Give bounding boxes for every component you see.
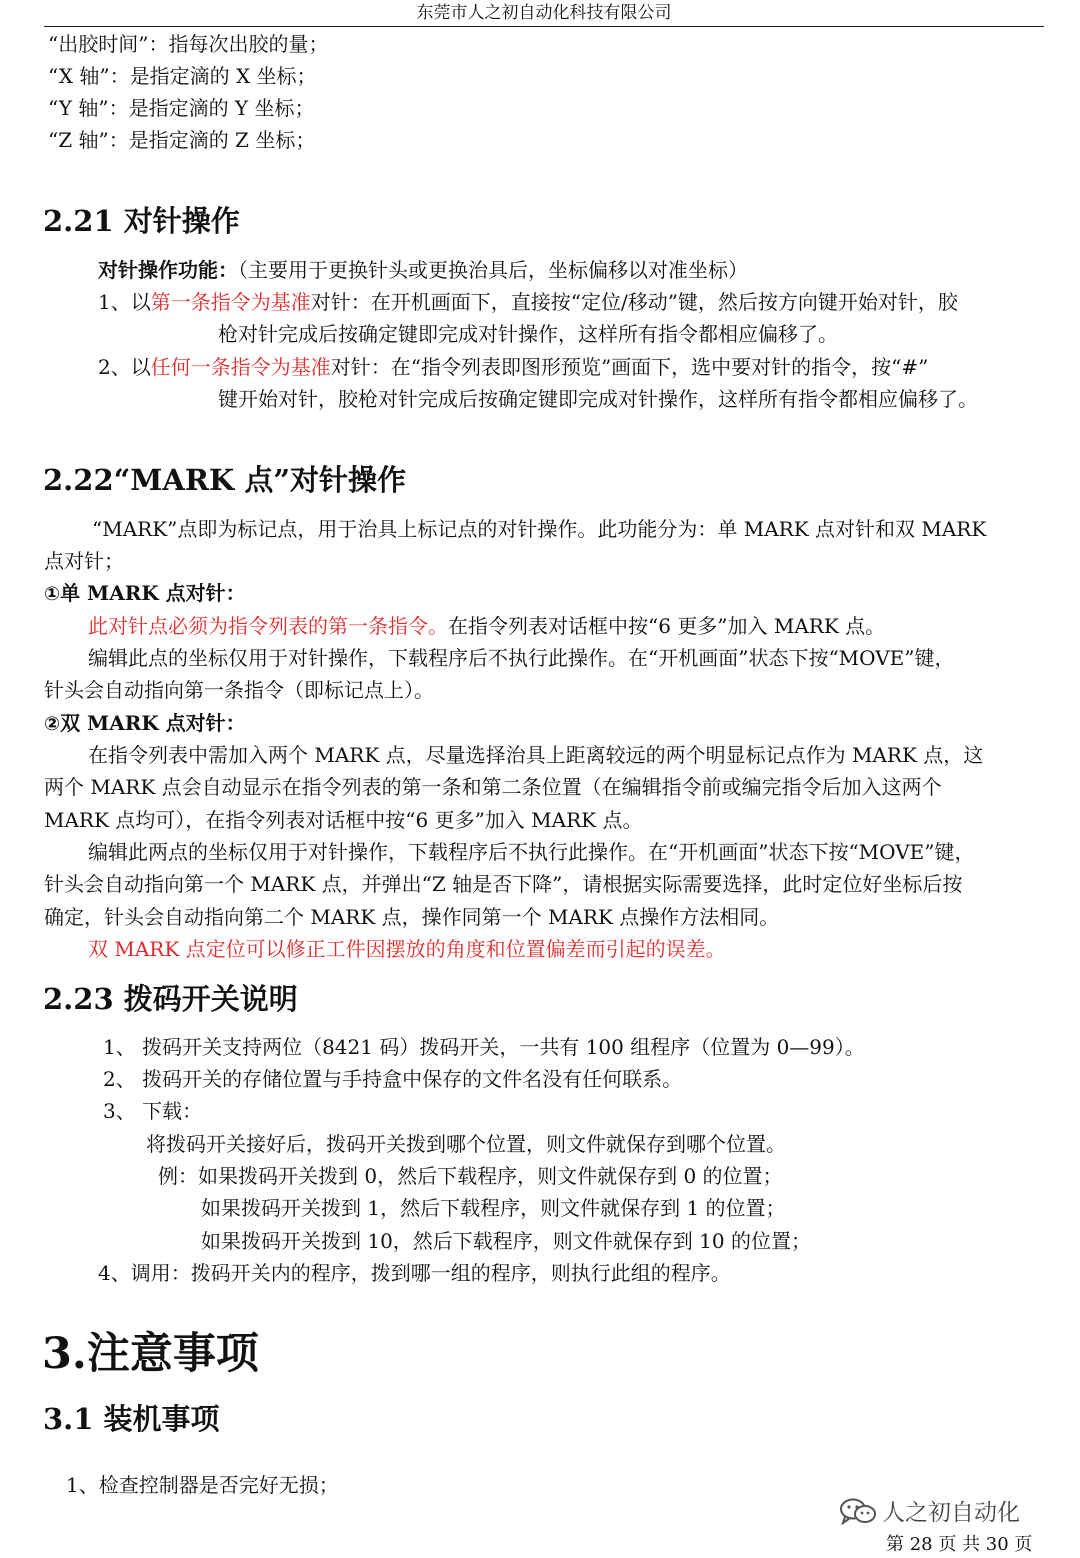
s221-intro [98,257,748,283]
s221-item1-cont: 枪对针完成后按确定键即完成对针操作，这样所有指令都相应偏移了。 [218,322,838,346]
single-mark-red: 此对针点必须为指令列表的第一条指令。 [88,614,448,638]
double-mark-line3: MARK 点均可），在指令列表对话框中按“6 更多”加入 MARK 点。 [44,808,643,832]
heading-2-22: 2.22“MARK 点”对针操作 [43,463,406,497]
watermark [838,1494,1020,1531]
s221-item2-rest: 对针：在“指令列表即图形预览”画面下，选中要对针的指令，按“#” [330,355,929,379]
double-mark-heading [44,710,246,737]
s222-para1-line1: “MARK”点即为标记点，用于治具上标记点的对针操作。此功能分为：单 MARK 点对针和双 MARK [92,517,987,541]
install-item1: 1、检查控制器是否完好无损； [66,1473,339,1497]
page-number: 第 28 页 共 30 页 [886,1534,1033,1555]
s221-item2-highlight: 任何一条指令为基准 [150,355,331,379]
double-mark-line5: 针头会自动指向第一个 MARK 点，并弹出“Z 轴是否下降”，请根据实际需要选择，此时定位好坐标后按 [44,872,963,896]
dip-example3: 如果拨码开关拨到 10，然后下载程序，则文件就保存到 10 的位置； [201,1229,811,1253]
s221-item1 [98,289,958,315]
note-y-axis: “Y 轴”：是指定滴的 Y 坐标； [48,96,315,120]
s221-item1-highlight: 第一条指令为基准 [150,290,311,314]
heading-2-21: 2.21 对针操作 [43,204,240,238]
s221-intro-rest: （主要用于更换针头或更换治具后，坐标偏移以对准坐标） [238,258,748,282]
double-mark-line1: 在指令列表中需加入两个 MARK 点，尽量选择治具上距离较远的两个明显标记点作为 MARK 点，这 [88,743,984,767]
s221-item1-rest: 对针：在开机画面下，直接按“定位/移动”键，然后按方向键开始对针，胶 [310,290,958,314]
watermark-text: 人之初自动化 [882,1500,1020,1526]
double-mark-line4: 编辑此两点的坐标仅用于对针操作，下载程序后不执行此操作。在“开机画面”状态下按“MOVE”键， [88,840,975,864]
s222-para1-line2: 点对针； [44,549,124,573]
dip-item1: 1、 拨码开关支持两位（8421 码）拨码开关，一共有 100 组程序（位置为 0—99）。 [103,1035,865,1059]
note-x-axis: “X 轴”：是指定滴的 X 坐标； [48,64,317,88]
heading-3: 3.注意事项 [42,1329,259,1379]
s221-item1-prefix: 1、以 [98,290,151,314]
dip-example2: 如果拨码开关拨到 1，然后下载程序，则文件就保存到 1 的位置； [201,1196,786,1220]
s221-item2 [98,354,928,380]
double-mark-line2: 两个 MARK 点会自动显示在指令列表的第一条和第二条位置（在编辑指令前或编完指令后加入这两个 [44,775,942,799]
single-mark-rest: 在指令列表对话框中按“6 更多”加入 MARK 点。 [448,614,886,638]
single-mark-marker: ① [44,583,61,605]
note-glue-time: “出胶时间”：指每次出胶的量； [48,32,329,56]
header-company: 东莞市人之初自动化科技有限公司 [416,3,672,23]
header-rule [44,26,1044,27]
dip-item4: 4、调用：拨码开关内的程序，拨到哪一组的程序，则执行此组的程序。 [98,1261,731,1285]
dip-item3-detail: 将拨码开关接好后，拨码开关拨到哪个位置，则文件就保存到哪个位置。 [146,1132,786,1156]
double-mark-marker: ② [44,713,61,735]
note-z-axis: “Z 轴”：是指定滴的 Z 坐标； [48,128,316,152]
single-mark-line3: 针头会自动指向第一条指令（即标记点上）。 [44,678,434,702]
double-mark-line6: 确定，针头会自动指向第二个 MARK 点，操作同第一个 MARK 点操作方法相同。 [44,905,780,929]
dip-item2: 2、 拨码开关的存储位置与手持盒中保存的文件名没有任何联系。 [103,1067,683,1091]
double-mark-title: 双 MARK 点对针： [60,711,246,735]
wechat-icon [838,1497,878,1531]
s221-intro-label: 对针操作功能： [98,258,238,282]
single-mark-heading [44,580,246,607]
single-mark-line2: 编辑此点的坐标仅用于对针操作，下载程序后不执行此操作。在“开机画面”状态下按“MOVE”键， [88,646,955,670]
single-mark-title: 单 MARK 点对针： [60,581,246,605]
dip-item3: 3、 下载： [103,1099,203,1123]
double-mark-red-note: 双 MARK 点定位可以修正工件因摆放的角度和位置偏差而引起的误差。 [88,937,726,961]
s221-item2-cont: 键开始对针，胶枪对针完成后按确定键即完成对针操作，这样所有指令都相应偏移了。 [218,387,978,411]
s221-item2-prefix: 2、以 [98,355,151,379]
heading-3-1: 3.1 装机事项 [43,1402,220,1436]
dip-example1: 例：如果拨码开关拨到 0，然后下载程序，则文件就保存到 0 的位置； [158,1164,783,1188]
heading-2-23: 2.23 拨码开关说明 [43,982,298,1016]
single-mark-line1 [88,613,885,639]
